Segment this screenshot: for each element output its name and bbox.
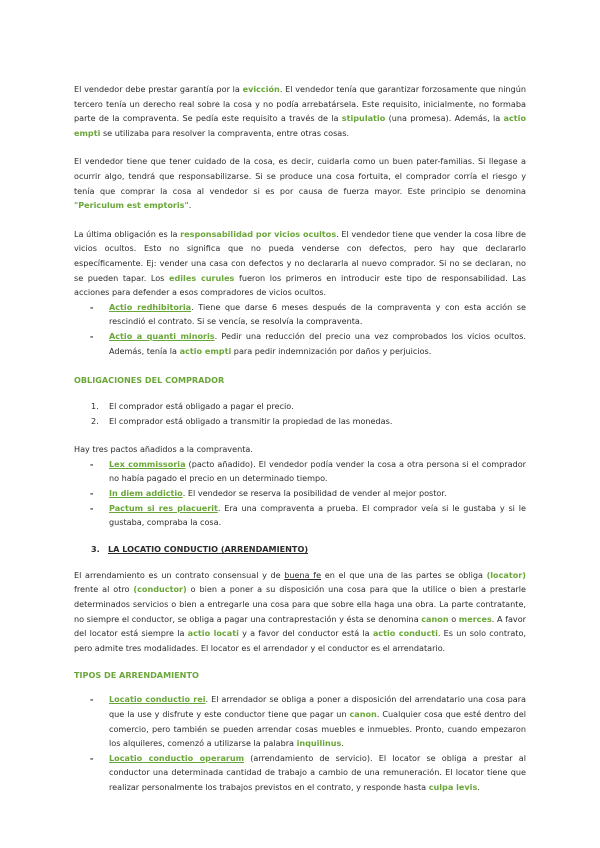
list-item: - Locatio conductio operarum (arrendamiento de servicio). El locator se obliga a prestar al conductor una determinada cantidad de trabajo a cambio de una remuneración. El locator tiene que realizar personalmente los trabajos previstos en el contrato, y responde hasta culpa levis. [90,752,526,792]
term-actio-empti: actio empti [179,345,232,356]
term-pactum-si-res: Pactum si res placuerit [109,502,218,513]
term-responsabilidad: responsabilidad por vicios ocultos [180,228,337,239]
term-actio-conducti: actio conducti [372,628,438,639]
paragraph-arrendamiento: El arrendamiento es un contrato consensual y de buena fe en el que una de las partes se obliga (locator) frente al otro (conductor) o bien a poner a su disposición una cosa para que la utilice o bien a prestarle determinados servicios o bien a entregarle una cosa para que sobre ella haga una obra. La parte contratante, no siempre el conductor, se obliga a pagar una contraprestación y ésta se denomina canon o merces. A favor del locator está siempre la actio locati y a favor del conductor está la actio conducti. Es un solo contrato, pero admite tres modalidades. El locator es el arrendador y el conductor es el arrendatario. [74,569,526,653]
list-item: - Actio redhibitoria. Tiene que darse 6 meses después de la compraventa y con esta acción se rescindió el contrato. Si se vencía, se resolvía la compraventa. [90,301,526,327]
term-ediles-curules: ediles curules [169,272,235,283]
term-conductor: (conductor) [133,584,187,595]
paragraph-vicios-ocultos: La última obligación es la responsabilidad por vicios ocultos. El vendedor tiene que vender la cosa libre de vicios ocultos. Esto no significa que no pueda venderse con defectos, pero hay que declararlo específicamente. Ej: vender una casa con defectos y no declararla al nuevo comprador. Si no se declaran, no se pueden tapar. Los ediles curules fueron los primeros en introducir este tipo de responsabilidad. Las acciones para defender a esos compradores de vicios ocultos. [74,228,526,298]
term-locator: (locator) [486,569,526,580]
term-canon: canon [349,709,377,719]
term-locatio-rei: Locatio conductio rei [109,694,206,705]
list-item: - Pactum si res placuerit. Era una compraventa a prueba. El comprador veía si le gustaba y si le gustaba, compraba la cosa. [90,502,526,528]
list-item: - Lex commissoria (pacto añadido). El vendedor podía vender la cosa a otra persona si el comprador no había pagado el precio en un determinado tiempo. [90,458,526,484]
heading-obligaciones-comprador: OBLIGACIONES DEL COMPRADOR [74,375,225,386]
term-actio-locati: actio locati [187,628,239,639]
term-culpa-levis: culpa levis [428,781,478,792]
paragraph-eviccion: El vendedor debe prestar garantía por la evicción. El vendedor tenía que garantizar forzosamente que ningún tercero tenía un derecho real sobre la cosa y no podía arrebatársela. Este requisito, inicialmente, no formaba parte de la compraventa. Se pedía este requisito a través de la stipulatio (una promesa). Además, la actio empti se utilizaba para resolver la compraventa, entre otras cosas. [74,84,527,138]
term-merces: merces [458,613,492,624]
term-stipulatio: stipulatio [341,113,386,124]
paragraph-pactos: Hay tres pactos añadidos a la compraventa. [74,444,253,455]
term-periculum: "Periculum est emptoris" [74,200,189,211]
list-item: - Actio a quanti minoris. Pedir una reducción del precio una vez comprobados los vicios ocultos. Además, tenía la actio empti para pedir indemnización por daños y perjuicios. [90,330,526,356]
paragraph-periculum: El vendedor tiene que tener cuidado de la cosa, es decir, cuidarla como un buen pater-familias. Si llegase a ocurrir algo, tendrá que responsabilizarse. Si se produce una cosa fortuita, el comprador corría el riesgo y tenía que comprar la cosa al vendedor si es por causa de fuerza mayor. Este principio se denomina "Periculum est emptoris". [74,156,526,211]
term-eviccion: evicción [242,84,280,94]
section-heading-locatio: 3. LA LOCATIO CONDUCTIO (ARRENDAMIENTO) [91,543,309,554]
term-actio-redhibitoria: Actio redhibitoria [109,301,192,312]
list-item: 2. El comprador está obligado a transmitir la propiedad de las monedas. [91,415,393,426]
term-canon: canon [421,613,449,624]
tipos-list [74,692,526,794]
term-in-diem-addictio: In diem addictio [109,488,183,499]
pactos-list [74,457,526,530]
term-actio-empti: actio empti [74,113,527,138]
list-item: - In diem addictio. El vendedor se reserva la posibilidad de vender al mejor postor. [90,488,447,499]
acciones-list [74,300,526,358]
document-page [74,82,526,795]
list-item: - Locatio conductio rei. El arrendador se obliga a poner a disposición del arrendatario una cosa para que la use y disfrute y este conductor tiene que pagar un canon. Cualquier cosa que esté dentro del comercio, pero también se pueden arrendar cosas muebles e inmuebles. Pronto, cuando empezaron los alquileres, comenzó a utilizarse la palabra inquilinus. [90,694,526,749]
term-inquilinus: inquilinus [296,738,342,749]
obligaciones-list [74,399,526,428]
term-locatio-operarum: Locatio conductio operarum [109,752,245,763]
list-item: 1. El comprador está obligado a pagar el precio. [91,401,294,412]
term-lex-commissoria: Lex commissoria [109,458,186,469]
term-buena-fe: buena fe [284,569,322,580]
term-actio-quanti-minoris: Actio a quanti minoris [109,330,215,341]
heading-tipos-arrendamiento: TIPOS DE ARRENDAMIENTO [74,670,199,681]
